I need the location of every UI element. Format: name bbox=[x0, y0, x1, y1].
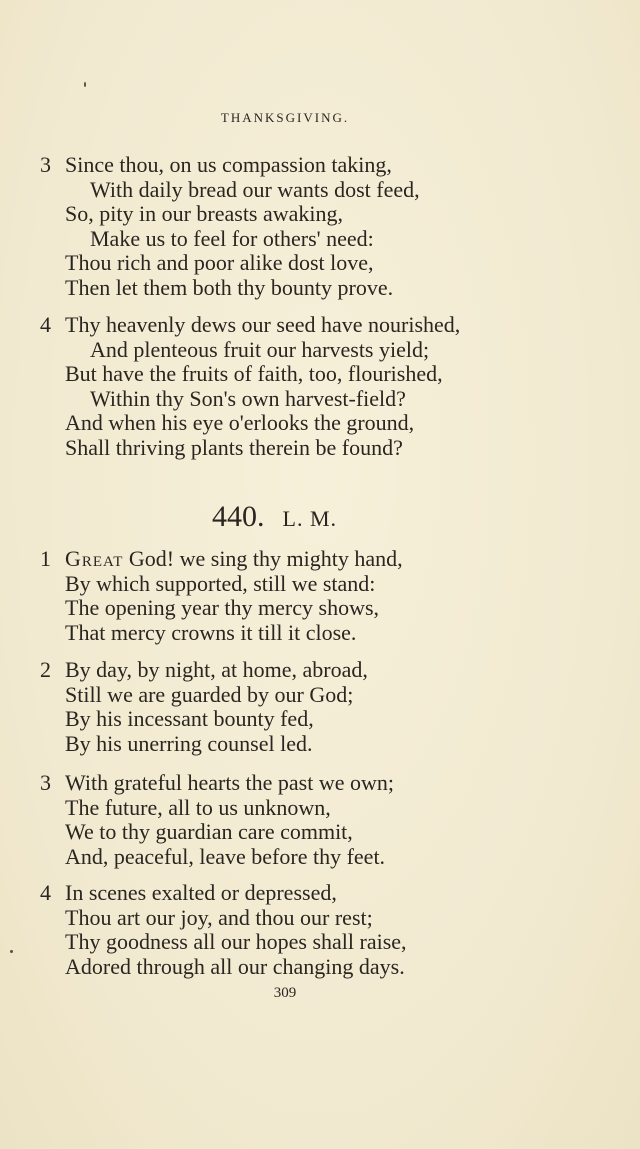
verse-line: Adored through all our changing days. bbox=[65, 953, 405, 979]
hymn-stanza-2 bbox=[40, 658, 600, 756]
verse-line: Thou art our joy, and thou our rest; bbox=[65, 904, 373, 930]
ink-speck bbox=[84, 82, 86, 87]
verse-line: But have the fruits of faith, too, flourished, bbox=[65, 361, 443, 386]
verse-line: We to thy guardian care commit, bbox=[65, 819, 353, 844]
verse-line: With daily bread our wants dost feed, bbox=[90, 176, 420, 202]
hymn-stanza-3 bbox=[40, 771, 600, 869]
hymn-stanza-4 bbox=[40, 881, 600, 979]
verse-line: Still we are guarded by our God; bbox=[65, 681, 354, 707]
verse-line: The opening year thy mercy shows, bbox=[65, 595, 380, 620]
verse-line: By his unerring counsel led. bbox=[65, 730, 313, 756]
verse-line: The future, all to us unknown, bbox=[65, 794, 331, 820]
hymn-number: 440. bbox=[212, 500, 265, 533]
page-number: 309 bbox=[273, 985, 297, 1001]
prev-stanza-3 bbox=[40, 153, 600, 300]
verse-line: And, peaceful, leave before thy feet. bbox=[65, 843, 386, 869]
verse-line: 1 Great God! we sing thy mighty hand, bbox=[40, 546, 403, 571]
hymn-title bbox=[212, 500, 337, 534]
stanza-number: 4 bbox=[40, 880, 51, 905]
verse-line: By which supported, still we stand: bbox=[65, 570, 376, 596]
stanza-number: 4 bbox=[40, 312, 51, 337]
verse-line: So, pity in our breasts awaking, bbox=[65, 201, 344, 226]
verse-line: Shall thriving plants therein be found? bbox=[65, 434, 403, 460]
verse-line: 2 By day, by night, at home, abroad, bbox=[40, 657, 368, 682]
verse-line: Within thy Son's own harvest-field? bbox=[90, 385, 406, 411]
verse-line: 4 In scenes exalted or depressed, bbox=[40, 880, 337, 905]
ink-speck bbox=[10, 950, 13, 953]
stanza-number: 2 bbox=[40, 657, 51, 682]
verse-line: And plenteous fruit our harvests yield; bbox=[90, 336, 430, 362]
verse-line: Thou rich and poor alike dost love, bbox=[65, 250, 374, 275]
verse-line: Make us to feel for others' need: bbox=[90, 225, 374, 251]
verse-line: By his incessant bounty fed, bbox=[65, 706, 314, 731]
verse-line: And when his eye o'erlooks the ground, bbox=[65, 410, 415, 435]
first-word: Great bbox=[65, 546, 124, 571]
stanza-number: 3 bbox=[40, 152, 51, 177]
verse-line: Then let them both thy bounty prove. bbox=[65, 274, 394, 300]
verse-line: 3 With grateful hearts the past we own; bbox=[40, 770, 395, 795]
hymn-stanza-1 bbox=[40, 547, 600, 645]
prev-stanza-4 bbox=[40, 313, 600, 460]
verse-line: 3 Since thou, on us compassion taking, bbox=[40, 152, 392, 177]
hymn-meter: L. M. bbox=[282, 506, 337, 531]
verse-line: 4 Thy heavenly dews our seed have nourished, bbox=[40, 312, 461, 337]
stanza-number: 1 bbox=[40, 546, 51, 571]
running-header: THANKSGIVING. bbox=[220, 110, 350, 125]
verse-line: Thy goodness all our hopes shall raise, bbox=[65, 929, 407, 954]
stanza-number: 3 bbox=[40, 770, 51, 795]
verse-line: That mercy crowns it till it close. bbox=[65, 619, 357, 645]
